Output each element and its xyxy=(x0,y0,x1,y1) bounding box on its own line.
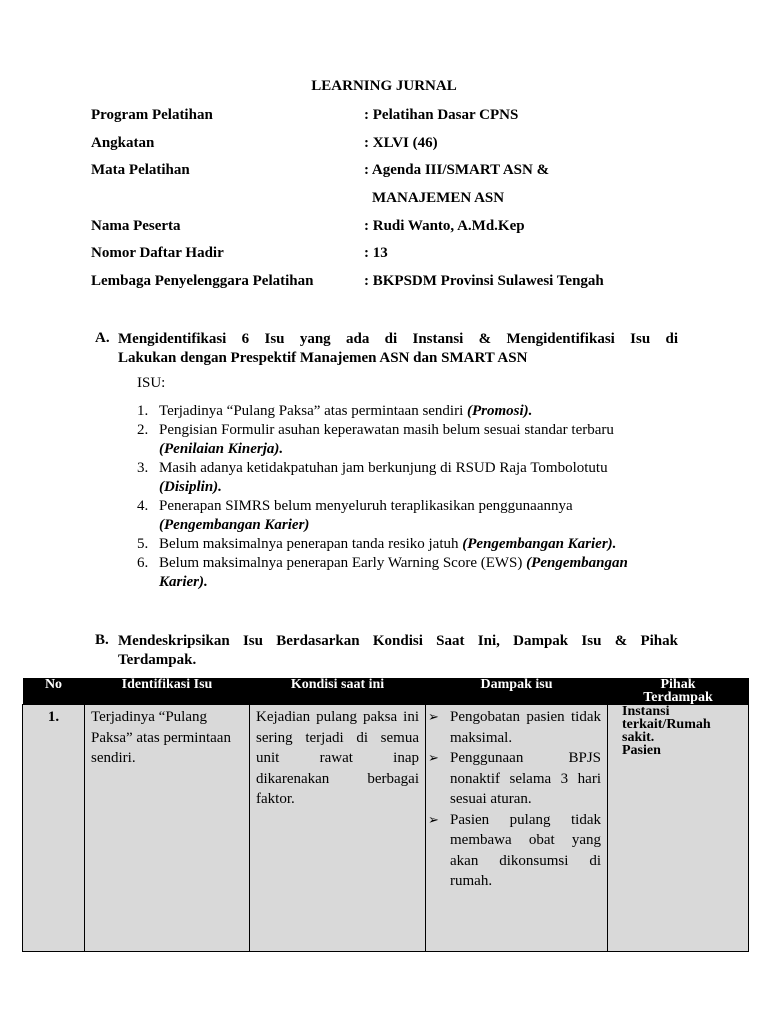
list-item xyxy=(137,497,657,535)
table-header-row xyxy=(23,678,749,705)
info-label-nama: Nama Peserta xyxy=(91,218,181,234)
document-title: LEARNING JURNAL xyxy=(311,78,457,94)
list-item xyxy=(137,459,657,497)
dampak-text: Pasien pulang tidak membawa obat yang akan dikonsumsi di rumah. xyxy=(450,811,601,889)
info-value-nama: : Rudi Wanto, A.Md.Kep xyxy=(364,218,525,234)
col-header-kondisi: Kondisi saat ini xyxy=(250,678,426,705)
issue-number: 4. xyxy=(137,498,149,514)
issue-number: 6. xyxy=(137,555,149,571)
list-item xyxy=(428,707,601,748)
section-b-heading-line2: Terdampak. xyxy=(118,652,197,668)
dampak-text: Pengobatan pasien tidak maksimal. xyxy=(450,709,601,746)
issue-text: Penerapan SIMRS belum menyeluruh teraplikasikan penggunaannya xyxy=(159,498,573,514)
issue-category: (Pengembangan Karier) xyxy=(159,517,310,533)
arrow-right-bullet-icon: ➢ xyxy=(428,750,439,765)
col-header-no: No xyxy=(23,678,85,705)
isu-label: ISU: xyxy=(137,375,166,391)
info-label-program: Program Pelatihan xyxy=(91,107,213,123)
section-a-heading-line1: Mengidentifikasi 6 Isu yang ada di Instansi & Mengidentifikasi Isu di xyxy=(118,331,678,347)
col-header-pihak xyxy=(608,678,749,705)
cell-pihak xyxy=(608,705,749,952)
list-item xyxy=(137,535,657,554)
issue-category: (Pengembangan Karier). xyxy=(159,555,628,590)
col-header-pihak-text: Pihak Terdampak xyxy=(643,677,713,705)
list-item xyxy=(137,421,657,459)
dampak-list xyxy=(428,707,601,892)
issue-number: 3. xyxy=(137,460,149,476)
info-value-nomor: : 13 xyxy=(364,245,388,261)
section-b-letter: B. xyxy=(95,632,109,648)
list-item xyxy=(428,810,601,892)
issue-text: Terjadinya “Pulang Paksa” atas permintaan sendiri xyxy=(159,403,468,419)
info-value-lembaga: : BKPSDM Provinsi Sulawesi Tengah xyxy=(364,273,604,289)
issue-number: 2. xyxy=(137,422,149,438)
pihak-line1: Instansi terkait/Rumah sakit. xyxy=(622,704,711,745)
info-value-mata-pelatihan: : Agenda III/SMART ASN & xyxy=(364,162,550,178)
issue-number: 5. xyxy=(137,536,149,552)
issue-text: Masih adanya ketidakpatuhan jam berkunjung di RSUD Raja Tombolotutu xyxy=(159,460,608,476)
issue-category: (Pengembangan Karier). xyxy=(462,536,617,552)
cell-identifikasi: Terjadinya “Pulang Paksa” atas permintaan sendiri. xyxy=(85,705,250,952)
list-item xyxy=(428,748,601,810)
info-value-program: : Pelatihan Dasar CPNS xyxy=(364,107,519,123)
list-item xyxy=(137,402,657,421)
issue-text: Belum maksimalnya penerapan Early Warning Score (EWS) xyxy=(159,555,527,571)
section-a-heading-line2: Lakukan dengan Prespektif Manajemen ASN dan SMART ASN xyxy=(118,350,528,366)
issue-number: 1. xyxy=(137,403,149,419)
issue-category: (Disiplin). xyxy=(159,479,222,495)
table-row xyxy=(23,705,749,952)
info-label-lembaga: Lembaga Penyelenggara Pelatihan xyxy=(91,273,314,289)
list-item xyxy=(137,554,657,592)
col-header-identifikasi: Identifikasi Isu xyxy=(85,678,250,705)
arrow-right-bullet-icon: ➢ xyxy=(428,811,439,827)
issue-category: (Penilaian Kinerja). xyxy=(159,441,284,457)
issue-text: Pengisian Formulir asuhan keperawatan masih belum sesuai standar terbaru xyxy=(159,422,614,438)
cell-no: 1. xyxy=(23,705,85,952)
cell-dampak xyxy=(426,705,608,952)
dampak-text: Penggunaan BPJS nonaktif selama 3 hari sesuai aturan. xyxy=(450,750,601,807)
info-value-mata-pelatihan-cont: MANAJEMEN ASN xyxy=(372,190,505,206)
info-label-mata-pelatihan: Mata Pelatihan xyxy=(91,162,190,178)
issue-text: Belum maksimalnya penerapan tanda resiko jatuh xyxy=(159,536,463,552)
col-header-dampak: Dampak isu xyxy=(426,678,608,705)
pihak-line2: Pasien xyxy=(622,743,661,758)
section-a-letter: A. xyxy=(95,330,110,346)
info-label-angkatan: Angkatan xyxy=(91,135,155,151)
issue-table xyxy=(22,678,749,952)
section-b-heading-line1: Mendeskripsikan Isu Berdasarkan Kondisi Saat Ini, Dampak Isu & Pihak xyxy=(118,633,678,649)
issue-category: (Promosi). xyxy=(467,403,533,419)
issue-list xyxy=(137,402,657,592)
info-value-angkatan: : XLVI (46) xyxy=(364,135,438,151)
arrow-right-bullet-icon: ➢ xyxy=(428,709,439,724)
cell-kondisi: Kejadian pulang paksa ini sering terjadi di semua unit rawat inap dikarenakan berbagai faktor. xyxy=(250,705,426,952)
info-label-nomor: Nomor Daftar Hadir xyxy=(91,245,224,261)
